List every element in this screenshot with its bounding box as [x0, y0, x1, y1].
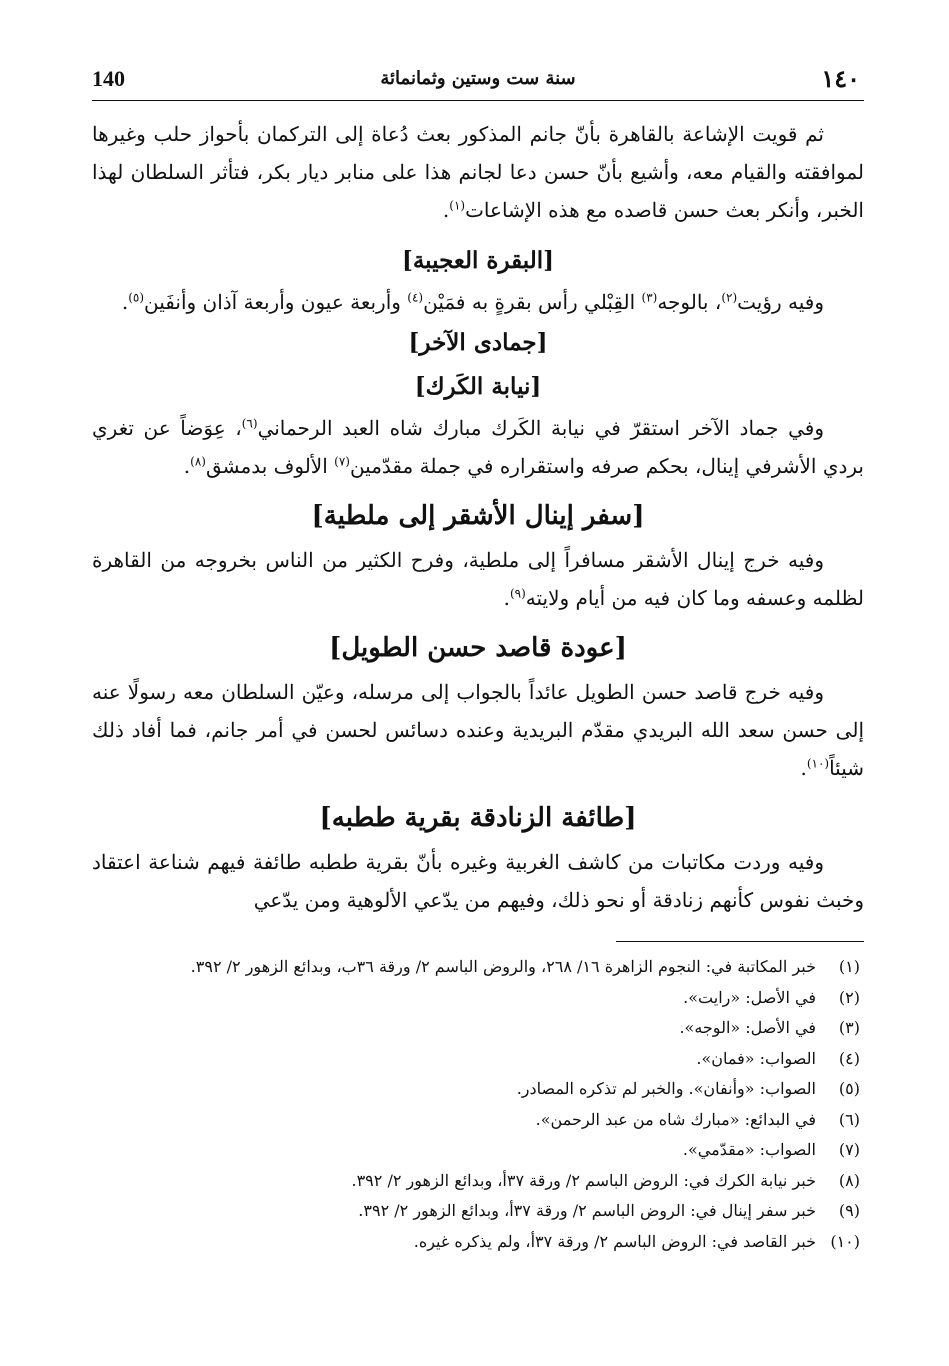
running-title: سنة ست وستين وثمانمائة: [380, 68, 576, 89]
footnote-ref: (١): [449, 198, 466, 213]
footnote-number: (١): [838, 957, 860, 976]
footnote-number: (١٠): [830, 1231, 860, 1251]
paragraph-text: وفيه خرج إينال الأشقر مسافراً إلى ملطية، وفرح الكثير من الناس بخروجه من القاهرة لظلمه وعسفه وما كان فيه من أيام ولايته: [92, 548, 864, 610]
footnote-text: خبر المكاتبة في: النجوم الزاهرة ١٦/ ٢٦٨، والروض الباسم ٢/ ورقة ٣٦ب، وبدائع الزهور ٢/ ٣٩٢.: [190, 957, 816, 976]
footnote-ref: (٤): [407, 290, 424, 305]
footnote-text: الصواب: «مقدّمي».: [682, 1140, 816, 1159]
paragraph: [92, 541, 864, 617]
footnotes: [92, 952, 864, 1257]
paragraph: [92, 409, 864, 485]
section-heading: [طائفة الزنادقة بقرية ططبه]: [319, 803, 637, 833]
footnote-number: (٧): [838, 1140, 860, 1159]
paragraph: [92, 283, 864, 321]
section-heading: [البقرة العجيبة]: [401, 247, 555, 274]
footnote: [92, 983, 860, 1014]
header-rule: [92, 100, 864, 101]
section-heading: [سفر إينال الأشقر إلى ملطية]: [311, 501, 645, 531]
footnote-text: في الأصل: «رايت».: [683, 987, 816, 1007]
paragraph-end: .: [121, 290, 129, 314]
footnote-text: خبر نيابة الكرك في: الروض الباسم ٢/ ورقة ٣٧أ، وبدائع الزهور ٢/ ٣٩٢.: [351, 1170, 816, 1190]
footnote-number: (٨): [838, 1170, 860, 1190]
footnote: [92, 1105, 860, 1136]
footnote-ref: (١٠): [806, 756, 830, 771]
paragraph-text: وفي جماد الآخر استقرّ في نيابة الكَرك مبارك شاه العبد الرحماني: [257, 416, 824, 440]
footnote-separator: [616, 941, 864, 942]
paragraph-end: .: [503, 586, 510, 610]
paragraph-end: .: [800, 756, 807, 780]
footnote-ref: (٩): [509, 586, 526, 601]
paragraph-text: ، عِوَضاً عن تغري بردي الأشرفي إينال، بحكم صرفه واستقراره في جملة مقدّمين: [92, 416, 864, 478]
footnote-text: خبر القاصد في: الروض الباسم ٢/ ورقة ٣٧أ، ولم يذكره غيره.: [413, 1231, 816, 1251]
paragraph-text: ، بالوجه: [657, 290, 722, 314]
paragraph-text: ثم قويت الإشاعة بالقاهرة بأنّ جانم المذكور بعث دُعاة إلى التركمان بأحواز حلب وغيرها لموافقته والقيام معه، وأشيع بأنّ حسن دعا لجانم هذا على منابر ديار بكر، فتأثر السلطان لهذا الخبر، وأنكر بعث حسن قاصده مع هذه الإشاعات: [92, 122, 864, 222]
footnote-text: في الأصل: «الوجه».: [679, 1018, 816, 1037]
footnote-number: (٥): [838, 1079, 860, 1098]
paragraph: [92, 115, 864, 229]
footnote-text: الصواب: «فمان».: [696, 1048, 816, 1068]
footnote-text: الصواب: «وأنفان». والخبر لم تذكره المصادر.: [516, 1079, 816, 1098]
paragraph-text: وأربعة عيون وأربعة آذان وأنفَين: [144, 290, 408, 314]
footnote-ref: (٣): [641, 290, 658, 305]
paragraph-text: القِبْلي رأس بقرةٍ به فمَيْن: [423, 290, 642, 314]
section-heading: [جمادى الآخر]: [408, 329, 548, 356]
paragraph-end: .: [442, 198, 450, 222]
section-heading: [عودة قاصد حسن الطويل]: [329, 633, 627, 663]
footnote: [92, 1227, 860, 1258]
footnote-number: (٩): [838, 1201, 860, 1220]
paragraph: [92, 673, 864, 787]
footnote: [92, 1074, 860, 1105]
footnote: [92, 1044, 860, 1075]
footnote: [92, 952, 860, 983]
footnote-text: في البدائع: «مبارك شاه من عبد الرحمن».: [535, 1109, 816, 1129]
page-header: [92, 52, 864, 96]
footnote: [92, 1135, 860, 1166]
footnote-ref: (٧): [334, 454, 350, 469]
paragraph-text: وفيه وردت مكاتبات من كاشف الغربية وغيره بأنّ بقرية ططبه طائفة فيهم شناعة اعتقاد وخبث نفوس كأنهم زنادقة أو نحو ذلك، وفيهم من يدّعي الألوهية ومن يدّعي: [92, 850, 864, 912]
footnote-text: خبر سفر إينال في: الروض الباسم ٢/ ورقة ٣٧أ، وبدائع الزهور ٢/ ٣٩٢.: [358, 1201, 816, 1220]
section-heading: [نيابة الكَرك]: [414, 373, 542, 400]
main-text: [92, 115, 864, 919]
page-number-latin: 140: [92, 66, 125, 91]
paragraph-text: الألوف بدمشق: [205, 454, 335, 478]
footnote-ref: (٥): [128, 290, 145, 305]
footnote-number: (٤): [838, 1048, 860, 1068]
footnote-ref: (٦): [241, 416, 258, 431]
footnote-number: (٦): [838, 1109, 860, 1129]
paragraph-text: وفيه رؤيت: [737, 290, 824, 314]
paragraph-end: .: [183, 454, 191, 478]
book-page: [92, 52, 864, 1257]
footnote-ref: (٢): [721, 290, 738, 305]
page-number-arabic: ١٤٠: [821, 64, 860, 93]
footnote: [92, 1013, 860, 1044]
footnote-number: (٢): [838, 987, 860, 1007]
footnote-ref: (٨): [190, 454, 206, 469]
paragraph-text: وفيه خرج قاصد حسن الطويل عائداً بالجواب إلى مرسله، وعيّن السلطان معه رسولًا عنه إلى حسن سعد الله البريدي مقدّم البريدية وعنده دسائس لحسن في أمر جانم، فما أفاد ذلك شيئاً: [92, 680, 864, 780]
paragraph: [92, 843, 864, 919]
footnote: [92, 1166, 860, 1197]
footnote-number: (٣): [838, 1018, 860, 1037]
footnote: [92, 1196, 860, 1227]
